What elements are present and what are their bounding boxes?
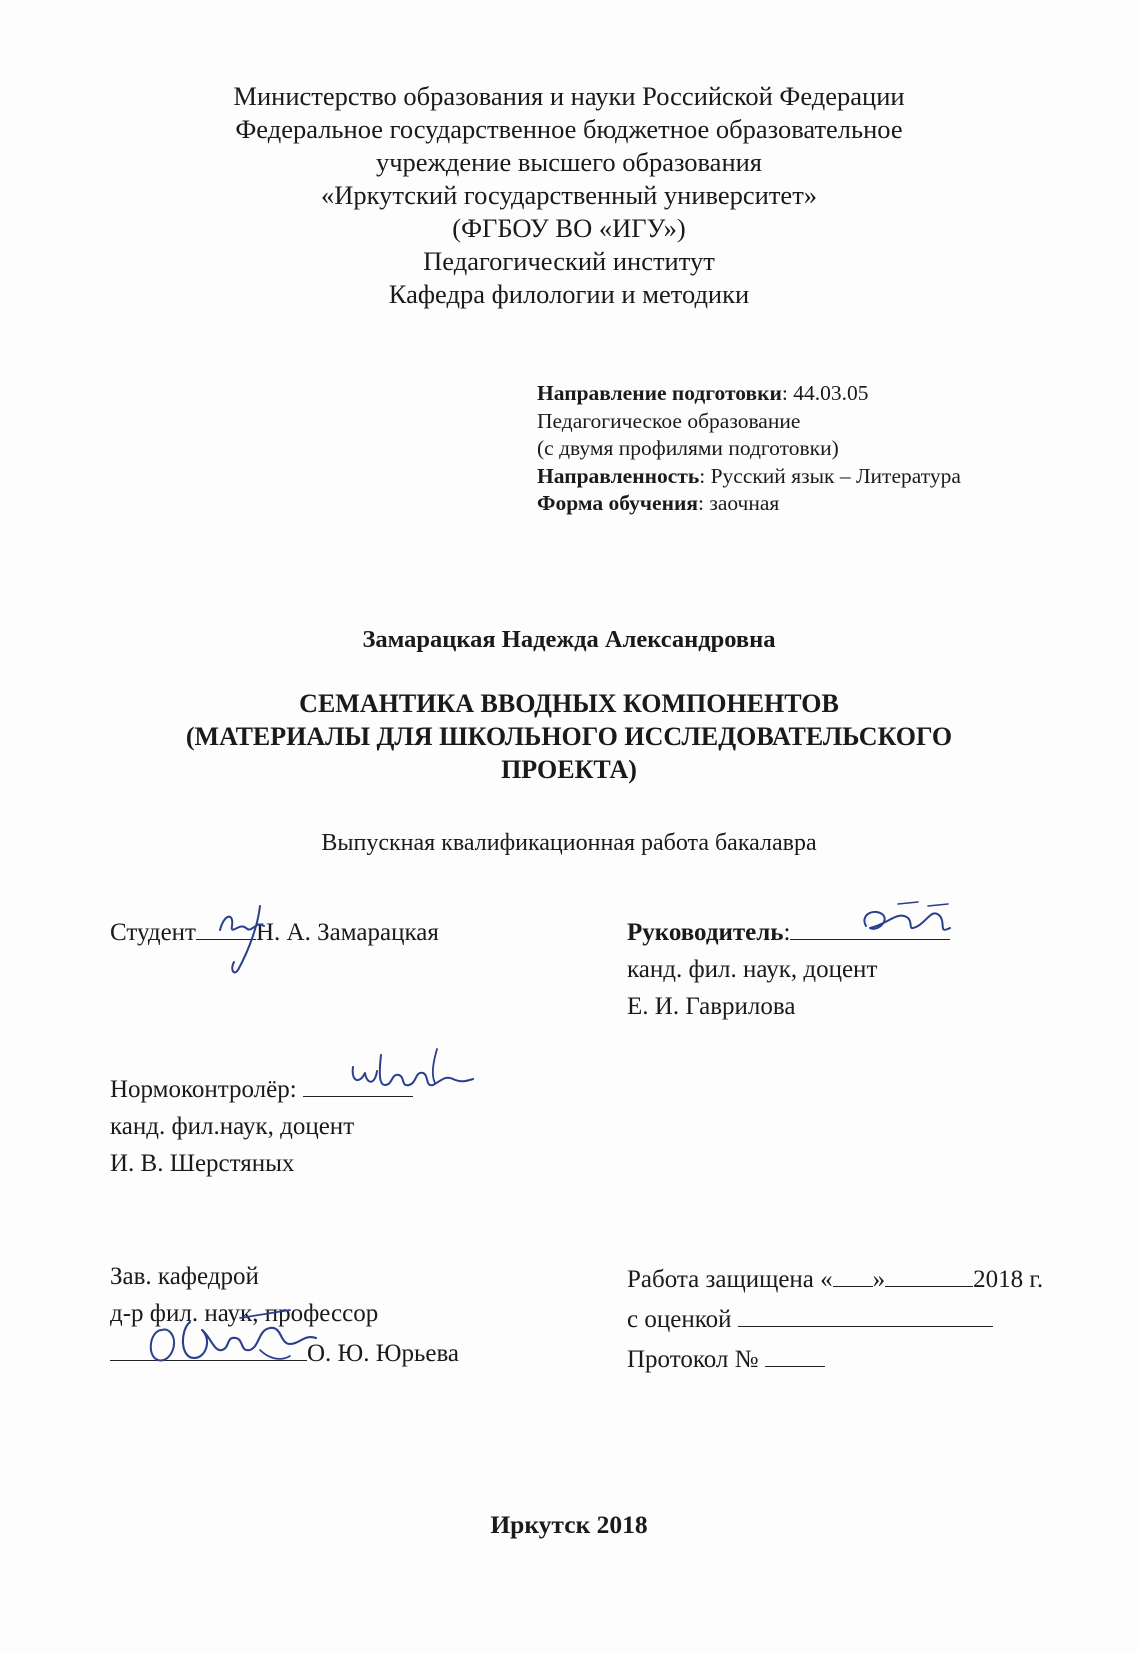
thesis-title: СЕМАНТИКА ВВОДНЫХ КОМПОНЕНТОВ (МАТЕРИАЛЫ ДЛЯ ШКОЛЬНОГО ИССЛЕДОВАТЕЛЬСКОГО ПРОЕКТА) — [185, 689, 953, 784]
normcontrol-name: И. В. Шерстяных — [110, 1150, 295, 1177]
direction-line-3: (с двумя профилями подготовки) — [537, 436, 839, 460]
defense-protocol-field — [765, 1338, 825, 1367]
author-name: Замарацкая Надежда Александровна — [362, 626, 776, 653]
head-degree: д-р фил. наук, профессор — [110, 1300, 379, 1327]
head-label: Зав. кафедрой — [110, 1263, 259, 1290]
institution-type-line-2: учреждение высшего образования — [375, 147, 762, 177]
ministry-line: Министерство образования и науки Российской Федерации — [233, 81, 905, 111]
normcontrol-line: Нормоконтролёр: — [110, 1068, 413, 1108]
supervisor-degree: канд. фил. наук, доцент — [627, 956, 878, 983]
university-name: «Иркутский государственный университет» — [320, 180, 818, 210]
defense-grade-line: с оценкой — [627, 1298, 1043, 1338]
direction-line: Направление подготовки: 44.03.05 — [537, 381, 869, 405]
supervisor-line: Руководитель: — [627, 911, 950, 951]
direction-line-2: Педагогическое образование — [537, 408, 801, 433]
institution-header — [0, 80, 1138, 311]
thesis-type: Выпускная квалификационная работа бакалавра — [321, 830, 817, 856]
defense-day-field — [833, 1258, 873, 1287]
head-line: О. Ю. Юрьева — [110, 1332, 459, 1372]
defense-block — [627, 1258, 1043, 1378]
study-form-line: Форма обучения: заочная — [537, 491, 780, 515]
supervisor-name: Е. И. Гаврилова — [627, 993, 796, 1020]
institution-type-line: Федеральное государственное бюджетное образовательное — [235, 114, 903, 144]
defense-month-field — [885, 1258, 973, 1287]
normcontrol-degree: канд. фил.наук, доцент — [110, 1113, 355, 1140]
supervisor-signature — [858, 898, 968, 948]
defense-protocol-line: Протокол № — [627, 1338, 1043, 1378]
university-abbr: (ФГБОУ ВО «ИГУ») — [452, 213, 686, 243]
city-year: Иркутск 2018 — [490, 1510, 648, 1539]
student-signature — [214, 900, 284, 980]
student-line: Студент Н. А. Замарацкая — [110, 911, 439, 951]
department-name: Кафедра филологии и методики — [388, 279, 750, 309]
head-signature — [140, 1300, 330, 1380]
institute-name: Педагогический институт — [423, 246, 715, 276]
focus-line: Направленность: Русский язык – Литература — [537, 463, 961, 488]
defense-grade-field — [738, 1298, 993, 1327]
defense-date-line: Работа защищена « » 2018 г. — [627, 1258, 1043, 1298]
normcontrol-signature — [345, 1045, 480, 1105]
program-info — [537, 380, 961, 518]
